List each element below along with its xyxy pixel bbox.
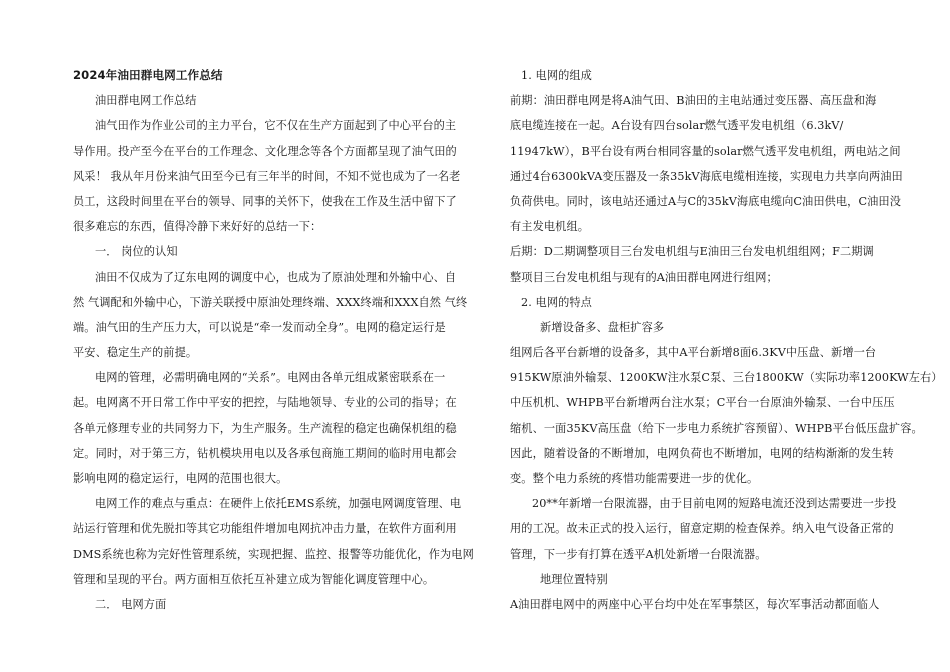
right-text-line: 1. 电网的组成 [521, 69, 592, 82]
document-title: 2024年油田群电网工作总结 [73, 68, 223, 82]
left-text-line: 油田群电网工作总结 [95, 94, 197, 108]
left-text-line: 定。同时，对于第三方，钻机模块用电以及各承包商施工期间的临时用电都会 [73, 446, 457, 460]
left-text-line: 导作用。投产至今在平台的工作理念、文化理念等各个方面都呈现了油气田的 [73, 144, 457, 158]
right-text-line: 组网后各平台新增的设备多，其中A平台新增8面6.3KV中压盘、新增一台 [510, 346, 877, 360]
left-text-line: 站运行管理和优先脱扣等其它功能组件增加电网抗冲击力量，在软件方面利用 [73, 522, 457, 536]
left-text-line: 起。电网离不开日常工作中平安的把控，与陆地领导、专业的公司的指导；在 [73, 396, 457, 410]
left-text-line: 平安、稳定生产的前提。 [73, 346, 198, 360]
right-text-line: 2. 电网的特点 [521, 295, 592, 309]
right-text-line: 后期：D二期调整项目三台发电机组与E油田三台发电机组组网；F二期调 [510, 245, 874, 259]
right-text-line: 整项目三台发电机组与现有的A油田群电网进行组网； [510, 270, 778, 284]
left-text-line: 一． 岗位的认知 [95, 245, 178, 259]
left-text-line: 风采！ 我从年月份来油气田至今已有三年半的时间，不知不觉也成为了一名老 [73, 169, 461, 183]
right-text-line: 20**年新增一台限流器，由于目前电网的短路电流还没到达需要进一步投 [532, 497, 897, 511]
right-text-line: A油田群电网中的两座中心平台均中处在军事禁区，每次军事活动都面临人 [510, 597, 880, 611]
right-text-line: 用的工况。故未正式的投入运行，留意定期的检查保养。纳入电气设备正常的 [510, 522, 894, 536]
left-text-line: 影响电网的稳定运行，电网的范围也很大。 [73, 472, 288, 485]
right-text-line: 中压机机、WHPB平台新增两台注水泵；C平台一台原油外输泵、一台中压压 [510, 396, 895, 410]
left-text-line: 各单元修理专业的共同努力下，为生产服务。生产流程的稳定也确保机组的稳 [73, 421, 457, 435]
left-text-line: 油田不仅成为了辽东电网的调度中心，也成为了原油处理和外输中心、自 [95, 270, 457, 284]
left-text-line: 油气田作为作业公司的主力平台，它不仅在生产方面起到了中心平台的主 [95, 119, 457, 133]
right-text-line: 有主发电机组。 [510, 220, 590, 234]
left-text-line: 很多难忘的东西，值得冷静下来好好的总结一下： [73, 220, 322, 234]
left-text-line: 电网的管理，必需明确电网的“关系”。电网由各单元组成紧密联系在一 [95, 371, 446, 385]
left-column [73, 63, 474, 617]
right-text-line: 缩机、一面35KV高压盘（给下一步电力系统扩容预留）、WHPB平台低压盘扩容。 [510, 421, 923, 435]
right-text-line: 因此，随着设备的不断增加，电网负荷也不断增加，电网的结构渐渐的发生转 [510, 446, 894, 460]
left-text-line: 员工，这段时间里在平台的领导、同事的关怀下，使我在工作及生活中留下了 [73, 194, 457, 208]
right-text-line: 底电缆连接在一起。A台设有四台solar燃气透平发电机组（6.3kV/ [510, 119, 844, 133]
left-text-line: 然 气调配和外输中心，下游关联授中原油处理终端、XXX终端和XXX自然 气终 [73, 295, 468, 309]
right-text-line: 地理位置特别 [540, 572, 608, 586]
left-text-line: DMS系统也称为完好性管理系统，实现把握、监控、报警等功能优化，作为电网 [73, 547, 474, 561]
right-text-line: 负荷供电。同时，该电站还通过A与C的35kV海底电缆向C油田供电，C油田没 [510, 194, 901, 208]
right-column [510, 63, 943, 617]
right-text-line: 管理，下一步有打算在透平A机处新增一台限流器。 [510, 547, 767, 561]
left-text-line: 端。油气田的生产压力大，可以说是“牵一发而动全身”。电网的稳定运行是 [73, 320, 446, 334]
right-text-line: 前期：油田群电网是将A油气田、B油田的主电站通过变压器、高压盘和海 [510, 94, 877, 108]
left-text-line: 电网工作的难点与重点：在硬件上依托EMS系统，加强电网调度管理、电 [95, 497, 462, 511]
left-text-line: 二． 电网方面 [95, 597, 167, 611]
right-text-line: 915KW原油外输泵、1200KW注水泵C泵、三台1800KW（实际功率1200KW左右） [510, 371, 943, 385]
right-text-line: 通过4台6300kVA变压器及一条35kV海底电缆相连接，实现电力共享向两油田 [510, 169, 903, 183]
right-text-line: 变。整个电力系统的疼惜功能需要进一步的优化。 [510, 472, 759, 485]
right-text-line: 11947kW），B平台设有两台相同容量的solar燃气透平发电机组，两电站之间 [510, 144, 901, 158]
left-text-line: 管理和呈现的平台。两方面相互依托互补建立成为智能化调度管理中心。 [73, 572, 435, 586]
right-text-line: 新增设备多、盘柜扩容多 [540, 320, 665, 334]
